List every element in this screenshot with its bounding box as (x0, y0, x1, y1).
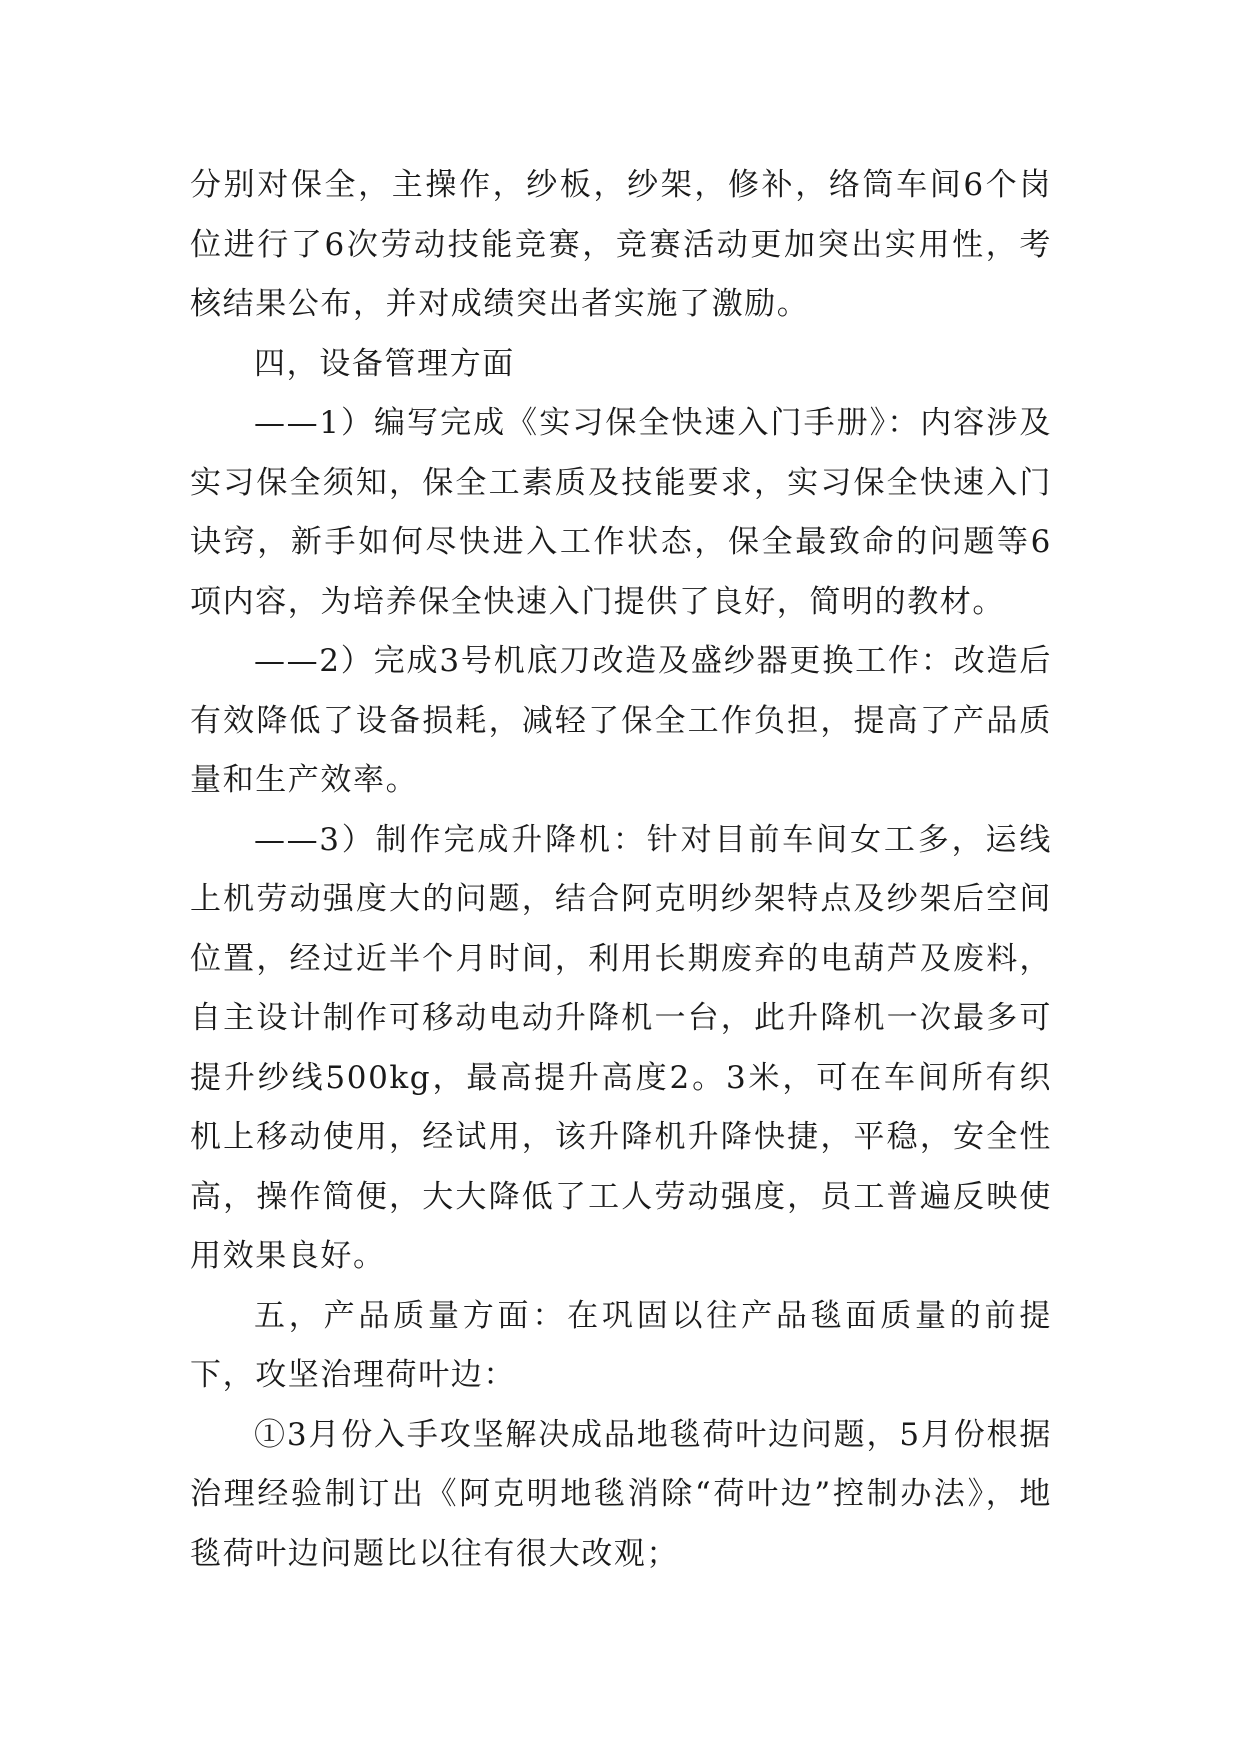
paragraph-skill-competition: 分别对保全，主操作，纱板，纱架，修补，络筒车间6个岗位进行了6次劳动技能竞赛，竞赛活动更加突出实用性，考核结果公布，并对成绩突出者实施了激励。 (190, 167, 1052, 322)
paragraph-quality-item-1: ①3月份入手攻坚解决成品地毯荷叶边问题，5月份根据治理经验制订出《阿克明地毯消除“荷叶边”控制办法》，地毯荷叶边问题比以往有很大改观； (190, 1416, 1052, 1572)
paragraph-equipment-item-2: ——2）完成3号机底刀改造及盛纱器更换工作：改造后有效降低了设备损耗，减轻了保全工作负担，提高了产品质量和生产效率。 (190, 643, 1052, 798)
section-heading-equipment: 四，设备管理方面 (254, 345, 515, 382)
section-heading-quality: 五，产品质量方面：在巩固以往产品毯面质量的前提下，攻坚治理荷叶边： (190, 1297, 1052, 1393)
paragraph-equipment-item-1: ——1）编写完成《实习保全快速入门手册》：内容涉及实习保全须知，保全工素质及技能要求，实习保全快速入门诀窍，新手如何尽快进入工作状态，保全最致命的问题等6项内容，为培养保全快速入门提供了良好，简明的教材。 (190, 405, 1052, 620)
paragraph-equipment-item-3: ——3）制作完成升降机：针对目前车间女工多，运线上机劳动强度大的问题，结合阿克明纱架特点及纱架后空间位置，经过近半个月时间，利用长期废弃的电葫芦及废料，自主设计制作可移动电动升降机一台，此升降机一次最多可提升纱线500kg，最高提升高度2。3米，可在车间所有织机上移动使用，经试用，该升降机升降快捷，平稳，安全性高，操作简便，大大降低了工人劳动强度，员工普遍反映使用效果良好。 (190, 821, 1052, 1274)
document-body (190, 156, 1052, 1584)
